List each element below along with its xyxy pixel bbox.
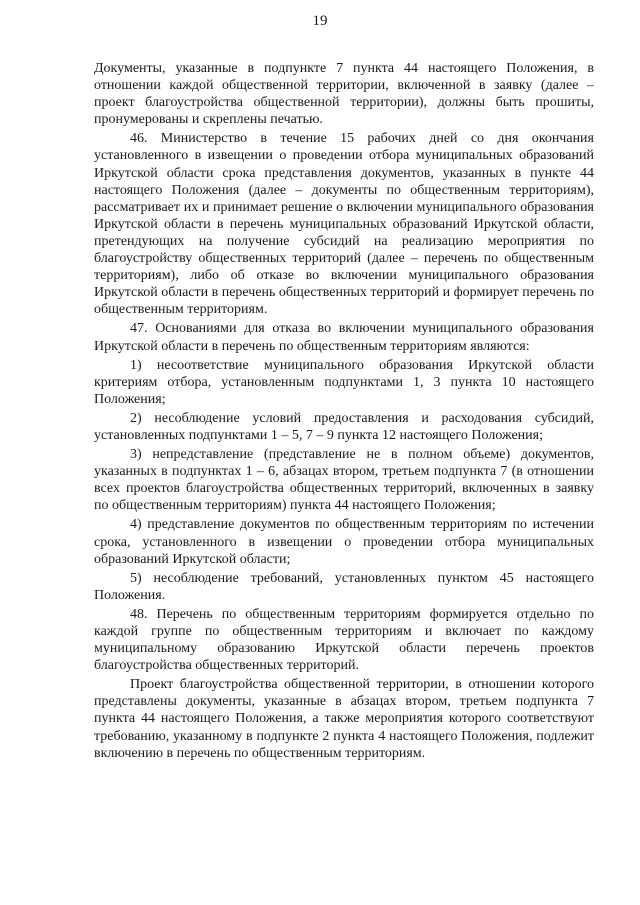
paragraph-item-48: 48. Перечень по общественным территориям формируется отдельно по каждой группе по общественным территориям и включает по каждому муниципальному образованию Иркутской области перечень проектов благоустройства общественных территорий. [94,606,594,674]
list-item-3: 3) непредставление (представление не в полном объеме) документов, указанных в подпунктах 1 – 6, абзацах втором, третьем подпункта 7 (в отношении всех проектов благоустройства общественных территорий, включенных в заявку по общественным территориям) пункта 44 настоящего Положения; [94,447,594,514]
list-item-4: 4) представление документов по общественным территориям по истечении срока, установленного в извещении о проведении отбора муниципальных образований Иркутской области; [94,517,594,567]
page-number: 19 [312,13,328,29]
paragraph-item-47: 47. Основаниями для отказа во включении муниципального образования Иркутской области в перечень по общественным территориям являются: [94,321,594,354]
list-item-1: 1) несоответствие муниципального образования Иркутской области критериям отбора, установленным подпунктами 1, 3 пункта 10 настоящего Положения; [94,357,594,407]
paragraph-continuation: Документы, указанные в подпункте 7 пункта 44 настоящего Положения, в отношении каждой общественной территории, включенной в заявку (далее – проект благоустройства общественной территории), должны быть прошиты, пронумерованы и скреплены печатью. [94,61,594,128]
list-item-2: 2) несоблюдение условий предоставления и расходования субсидий, установленных подпунктами 1 – 5, 7 – 9 пункта 12 настоящего Положения; [94,410,594,443]
paragraph-project-inclusion: Проект благоустройства общественной территории, в отношении которого представлены документы, указанные в абзацах втором, третьем подпункта 7 пункта 44 настоящего Положения, а также мероприятия которого соответствуют требованию, указанному в подпункте 2 пункта 4 настоящего Положения, подлежит включению в перечень по общественным территориям. [94,677,594,761]
document-body [94,60,594,762]
list-item-5: 5) несоблюдение требований, установленных пунктом 45 настоящего Положения. [94,570,594,603]
paragraph-item-46: 46. Министерство в течение 15 рабочих дней со дня окончания установленного в извещении о проведении отбора муниципальных образований Иркутской области срока представления документов, указанных в пункте 44 настоящего Положения (далее – документы по общественным территориям), рассматривает их и принимает решение о включении муниципального образования Иркутской области в перечень муниципальных образований Иркутской области, претендующих на получение субсидий на реализацию мероприятия по благоустройству общественных территорий (далее – перечень по общественным территориям), либо об отказе во включении муниципального образования Иркутской области в перечень общественных территорий и формирует перечень по общественным территориям. [94,131,594,318]
